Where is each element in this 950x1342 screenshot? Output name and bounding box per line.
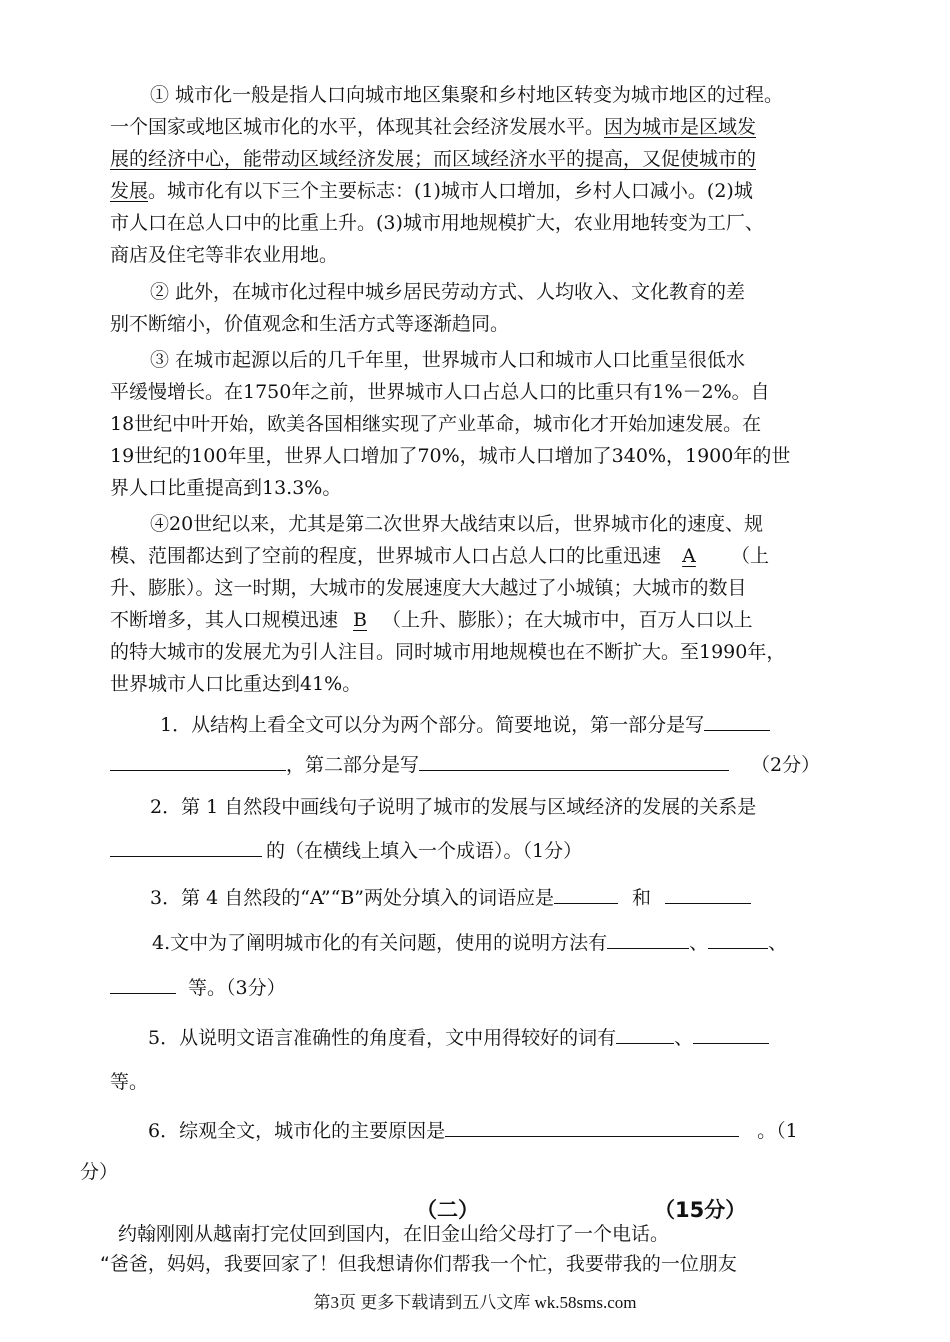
- p3-line-5: 界人口比重提高到13.3%。: [110, 477, 342, 499]
- question-4-sep-2: 、: [768, 932, 788, 954]
- question-6-text: 6．综观全文，城市化的主要原因是: [148, 1120, 446, 1142]
- answer-blank-3b[interactable]: [665, 885, 751, 904]
- p2-line-1: ② 此外，在城市化过程中城乡居民劳动方式、人均收入、文化教育的差: [150, 281, 746, 303]
- answer-blank-3a[interactable]: [554, 885, 618, 904]
- question-4-text: 4.文中为了阐明城市化的有关问题，使用的说明方法有: [152, 932, 608, 954]
- p3-line-2: 平缓慢增长。在1750年之前，世界城市人口占总人口的比重只有1%－2%。自: [110, 381, 770, 403]
- blank-b: B: [353, 609, 367, 631]
- question-1-line-2: [110, 752, 820, 777]
- p3-line-4: 19世纪的100年里，世界人口增加了70%，城市人口增加了340%，1900年的世: [110, 445, 791, 467]
- section-2-title: （二）: [416, 1198, 479, 1222]
- question-5-line-1: [148, 1025, 769, 1050]
- question-5-sep: 、: [674, 1027, 694, 1049]
- section-2-line-2: “爸爸，妈妈，我要回家了！但我想请你们帮我一个忙，我要带我的一位朋友: [100, 1253, 737, 1275]
- question-2-hint: 的（在横线上填入一个成语）。（1分）: [266, 840, 583, 862]
- p1-line-4: [110, 179, 753, 203]
- question-2-line-2: [110, 838, 582, 863]
- answer-blank-5a[interactable]: [616, 1025, 674, 1044]
- p4-line-6: 世界城市人口比重达到41%。: [110, 673, 362, 695]
- question-4-sep-1: 、: [689, 932, 709, 954]
- p1-line-4-text: 。城市化有以下三个主要标志：(1)城市人口增加，乡村人口减小。(2)城: [148, 180, 753, 202]
- question-1-part2: ，第二部分是写: [286, 754, 420, 776]
- question-6-score: 。（1: [757, 1120, 798, 1142]
- p1-line-2-text: 一个国家或地区城市化的水平，体现其社会经济发展水平。: [110, 116, 605, 138]
- p3-line-3: 18世纪中叶开始，欧美各国相继实现了产业革命，城市化才开始加速发展。在: [110, 413, 762, 435]
- question-3-text: 3．第 4 自然段的“A”“B”两处分填入的词语应是: [150, 887, 555, 909]
- p4-line-4: [110, 608, 753, 632]
- question-5-line-2: 等。: [110, 1071, 149, 1093]
- p1-line-2: [110, 115, 756, 139]
- answer-blank-4a[interactable]: [607, 930, 689, 949]
- answer-blank-4c[interactable]: [110, 975, 176, 994]
- p4-line-2-hint: （上: [731, 545, 770, 567]
- p4-line-4-rest: （上升、膨胀）；在大城市中，百万人口以上: [382, 609, 753, 631]
- underlined-sentence-2: 展的经济中心，能带动区域经济发展；而区域经济水平的提高，又促使城市的: [110, 148, 757, 170]
- underlined-sentence-1: 因为城市是区域发: [604, 116, 757, 138]
- question-5-text: 5．从说明文语言准确性的角度看，文中用得较好的词有: [148, 1027, 617, 1049]
- p4-line-4-text: 不断增多，其人口规模迅速: [110, 609, 339, 631]
- p4-line-5: 的特大城市的发展尤为引人注目。同时城市用地规模也在不断扩大。至1990年，: [110, 641, 786, 663]
- question-1-text: 1．从结构上看全文可以分为两个部分。简要地说，第一部分是写: [160, 714, 705, 736]
- question-3: [150, 885, 751, 910]
- question-1-score: （2分）: [751, 754, 821, 776]
- question-6-line-2: 分）: [80, 1161, 119, 1183]
- answer-blank-1b[interactable]: [110, 752, 286, 771]
- answer-blank-5b[interactable]: [693, 1025, 769, 1044]
- section-2-line-1: 约翰刚刚从越南打完仗回到国内，在旧金山给父母打了一个电话。: [118, 1223, 670, 1245]
- question-4-line-1: [152, 930, 787, 955]
- p2-line-2: 别不断缩小，价值观念和生活方式等逐渐趋同。: [110, 313, 510, 335]
- section-2-score: （15分）: [654, 1198, 747, 1222]
- p4-line-3: 升、膨胀）。这一时期，大城市的发展速度大大越过了小城镇；大城市的数目: [110, 577, 747, 599]
- underlined-sentence-3: 发展: [110, 180, 149, 202]
- p1-line-6: 商店及住宅等非农业用地。: [110, 244, 339, 266]
- answer-blank-6[interactable]: [445, 1118, 739, 1137]
- page-footer: 第3页 更多下载请到五八文库 wk.58sms.com: [313, 1293, 637, 1312]
- blank-a: A: [682, 545, 696, 567]
- answer-blank-1c[interactable]: [419, 752, 729, 771]
- answer-blank-4b[interactable]: [708, 930, 768, 949]
- question-4-end: 等。（3分）: [188, 977, 286, 999]
- question-3-and: 和: [632, 887, 652, 909]
- p1-line-1: ① 城市化一般是指人口向城市地区集聚和乡村地区转变为城市地区的过程。: [150, 84, 784, 106]
- question-4-line-2: [110, 975, 286, 1000]
- question-1-line-1: [160, 712, 770, 737]
- p4-line-2: [110, 544, 769, 568]
- p1-line-5: 市人口在总人口中的比重上升。(3)城市用地规模扩大，农业用地转变为工厂、: [110, 212, 764, 234]
- answer-blank-2[interactable]: [110, 838, 262, 857]
- question-2-text-line: 2．第 1 自然段中画线句子说明了城市的发展与区域经济的发展的关系是: [150, 796, 757, 818]
- answer-blank-1a[interactable]: [704, 712, 770, 731]
- p3-line-1: ③ 在城市起源以后的几千年里，世界城市人口和城市人口比重呈很低水: [150, 349, 746, 371]
- p4-line-2-text: 模、范围都达到了空前的程度，世界城市人口占总人口的比重迅速: [110, 545, 662, 567]
- question-6-line-1: [148, 1118, 798, 1143]
- p4-line-1: ④20世纪以来，尤其是第二次世界大战结束以后，世界城市化的速度、规: [150, 513, 764, 535]
